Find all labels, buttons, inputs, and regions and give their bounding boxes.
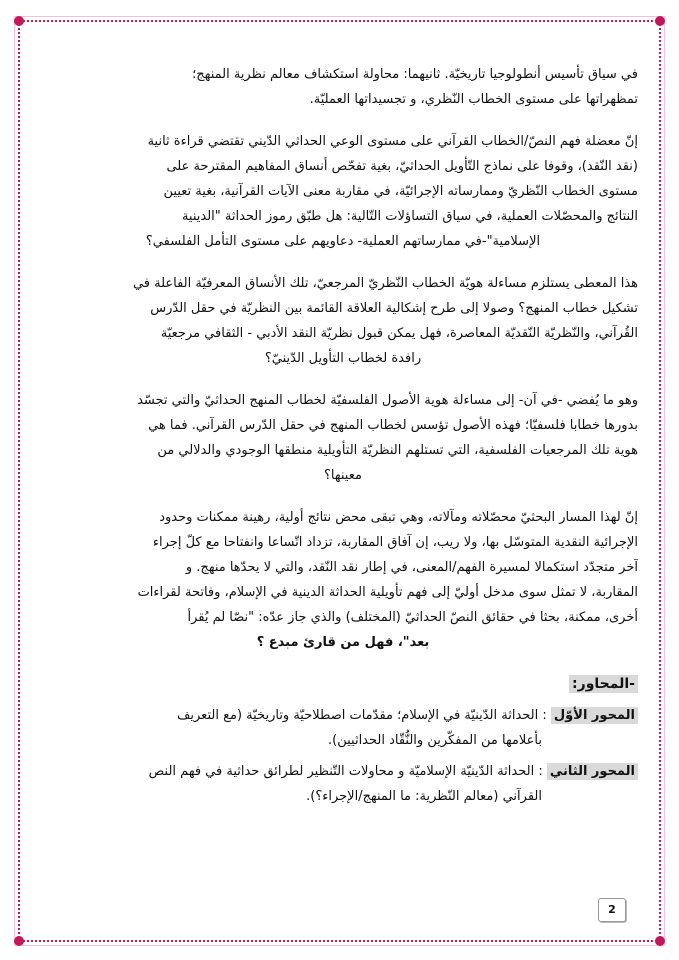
axis-item-1 (48, 703, 638, 753)
paragraph-5 (48, 505, 638, 655)
text-line: (نقد النّقد)، وقوفا على نماذج التّأويل الحداثيّ، بغية تفحّص أنساق المفاهيم المقترحة على (166, 159, 638, 174)
text-line: بدورها خطابا فلسفيّا؛ فهذه الأصول تؤسس لخطاب المنهج في حقل الدّرس القرآني. فما هي (148, 418, 638, 433)
border-ornament-icon (655, 936, 665, 946)
axis-label: المحور الأوّل (551, 707, 638, 724)
text-line: وهو ما يُفضي -في آن- إلى مساءلة هوية الأصول الفلسفيّة لخطاب المنهج الحداثيّ والتي تجسّد (137, 393, 638, 408)
axis-text-continuation: القرآني (معالم النّظرية: ما المنهج/الإجراء؟). (306, 789, 542, 804)
text-line: إنّ معضلة فهم النصّ/الخطاب القرآني على مستوى الوعي الحداثي الدّيني تقتضي قراءة ثانية (147, 134, 638, 149)
text-line: أخرى، ممكنة، بحثا في حقائق النصّ الحداثيّ (المختلف) والذي جاز عدّه: "نصّا لم يُقرأ (187, 610, 638, 625)
text-line: هذا المعطى يستلزم مساءلة هويّة الخطاب النّظريّ المرجعيّ، تلك الأنساق المعرفيّة الفاعلة في (132, 276, 638, 291)
text-line: تمظهراتها على مستوى الخطاب النّظري، و تجسيداتها العمليّة. (309, 92, 638, 107)
axis-text: : الحداثة الدّينيّة في الإسلام؛ مقدّمات اصطلاحيّة وتاريخيّة (مع التعريف (176, 708, 547, 723)
text-line: الإجرائية النقدية المتوسّل بها، ولا ريب، إن آفاق المقاربة، تزداد اتّساعا وانفتاحا مع كلّ إجراء (152, 535, 638, 550)
text-line: معينها؟ (324, 468, 362, 483)
border-ornament-icon (655, 16, 665, 26)
paragraph-4 (48, 388, 638, 488)
border-ornament-icon (14, 936, 24, 946)
text-line: القُرآني، والنّظريّة النّقديّة المعاصرة، فهل يمكن قبول نظريّة النقد الأدبي - الثقافي مرجعيّة (160, 326, 638, 341)
text-line: الإسلامية"-في ممارساتهم العملية- دعاويهم على مستوى التأمل الفلسفي؟ (145, 234, 541, 249)
axis-label: المحور الثاني (547, 763, 638, 780)
text-line: تشكيل خطاب المنهج؟ وصولا إلى طرح إشكالية العلاقة القائمة بين النظريّة في حقل الدّرس (150, 301, 638, 316)
axis-item-2 (48, 759, 638, 809)
text-line: هوية تلك المرجعيات الفلسفية، التي تستلهم النظريّة التأويلية منطقها الوجودي والدلالي من (157, 443, 638, 458)
paragraph-1 (48, 62, 638, 112)
text-line: آخر متجدّد استكمالا لمسيرة الفهم/المعنى، في إطار نقد النّقد، والتي لا يحدّها منهج. و (185, 560, 638, 575)
text-line: رافدة لخطاب التأويل الدّينيّ؟ (264, 351, 422, 366)
text-line: إنّ لهذا المسار البحثيّ محصّلاته ومآلاته، وهي تبقى محض نتائج أولية، رهينة ممكنات وحدود (159, 510, 638, 525)
axis-text-continuation: بأعلامها من المفكّرين والنُّقّاد الحداثيين). (328, 733, 542, 748)
text-line: المقاربة، لا تمثل سوى مدخل أوليّ إلى فهم تأويلية الحداثة الدينية في الإسلام، وفاتحة لقراءات (137, 585, 638, 600)
page-number: 2 (598, 898, 626, 922)
text-line: النتائج والمحصّلات العملية، في سياق التساؤلات التّالية: هل طبّق رموز الحداثة "الدينية (181, 209, 638, 224)
border-ornament-icon (14, 16, 24, 26)
document-body (48, 62, 638, 815)
axes-heading-label: -المحاور: (569, 675, 638, 693)
axes-heading (48, 672, 638, 697)
text-line: مستوى الخطاب النّظريّ وممارساته الإجرائيّة، في مقاربة معنى الآيات القرآنية، بغية تعيين (163, 184, 638, 199)
paragraph-3 (48, 271, 638, 371)
axis-text: : الحداثة الدّينيّة الإسلاميّة و محاولات التّنظير لطرائق حداثية في فهم النص (148, 764, 543, 779)
text-line: في سياق تأسيس أنطولوجيا تاريخيّة. ثانيهما: محاولة استكشاف معالم نظرية المنهج؛ (192, 67, 638, 82)
paragraph-2 (48, 129, 638, 254)
text-line: بعد"، فهل من قارئ مبدع ؟ (256, 635, 430, 650)
